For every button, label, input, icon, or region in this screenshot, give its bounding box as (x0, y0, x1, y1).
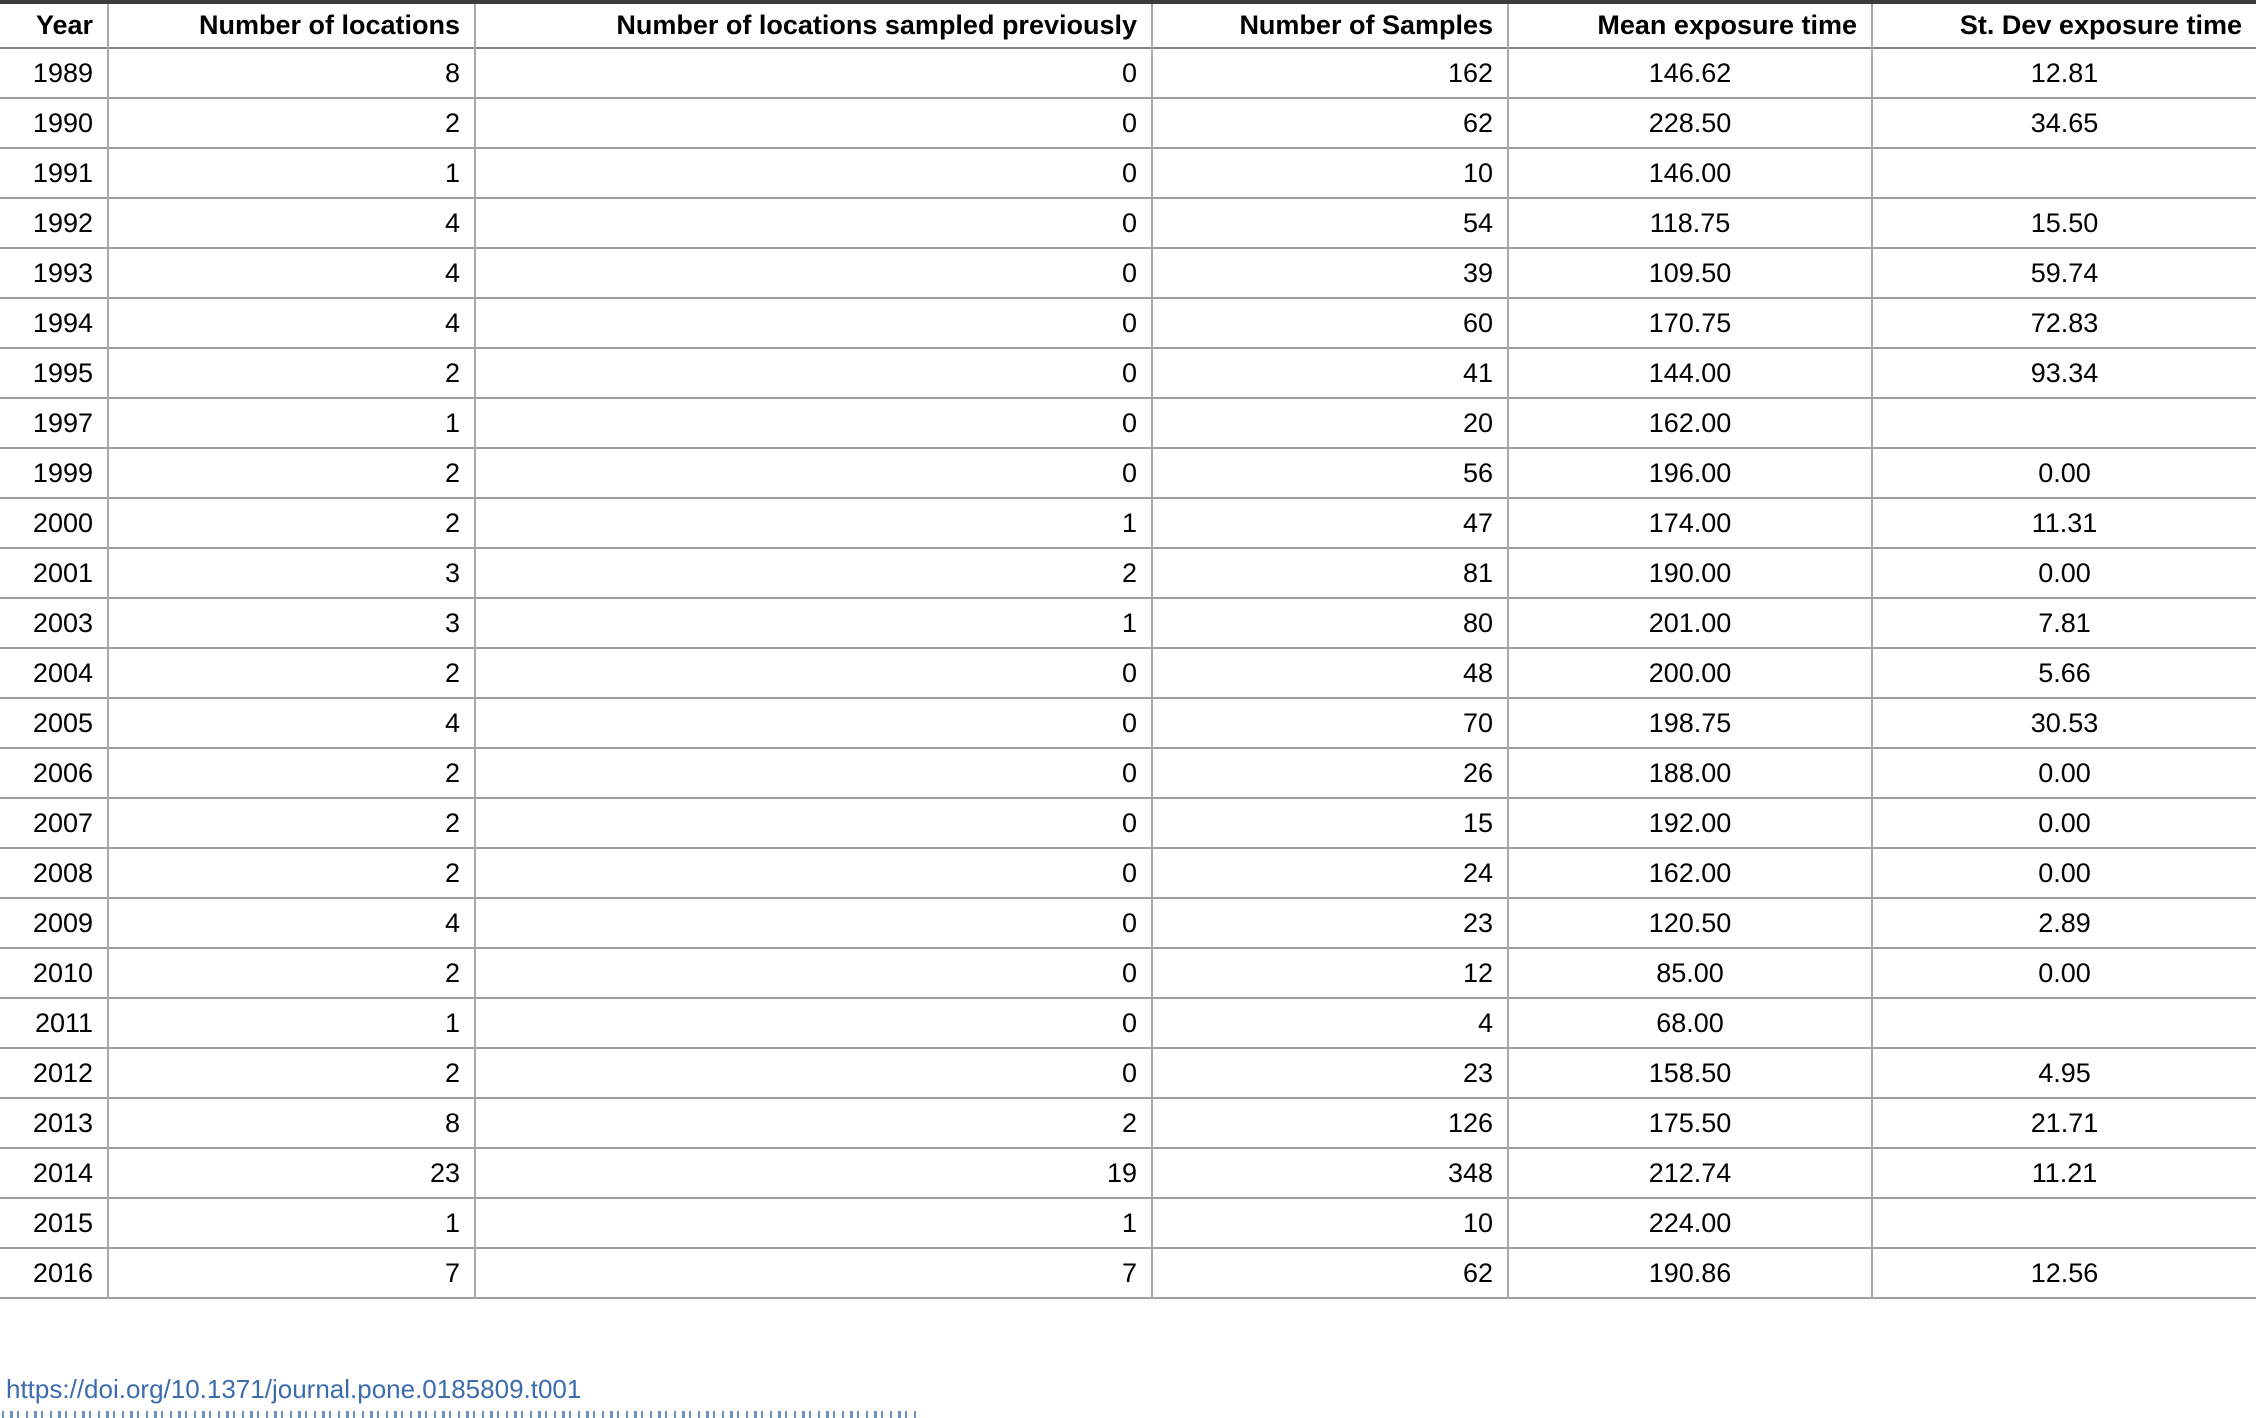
cell-num-locations-sampled-previously: 0 (475, 948, 1152, 998)
cell-stdev-exposure-time (1872, 398, 2256, 448)
cell-year: 2005 (32, 707, 93, 738)
cell-mean-exposure-time: 146.62 (1508, 48, 1872, 98)
cell-num-samples: 10 (1152, 1198, 1508, 1248)
cell-num-samples: 23 (1152, 898, 1508, 948)
cell-num-samples: 12 (1152, 948, 1508, 998)
table-row (0, 148, 2256, 198)
cell-num-locations-sampled-previously: 0 (475, 398, 1152, 448)
cell-stdev-exposure-time (1872, 1198, 2256, 1248)
cell-num-locations: 23 (108, 1148, 475, 1198)
cell-stdev-exposure-time: 4.95 (1872, 1048, 2256, 1098)
cell-year: 2013 (32, 1107, 93, 1138)
cell-stdev-exposure-time (1872, 998, 2256, 1048)
cell-num-locations: 2 (108, 648, 475, 698)
cell-num-locations-sampled-previously: 1 (475, 498, 1152, 548)
cell-year: 1994 (32, 307, 93, 338)
cell-stdev-exposure-time: 0.00 (1872, 848, 2256, 898)
cell-num-locations: 4 (108, 248, 475, 298)
table-row (0, 98, 2256, 148)
table-row (0, 548, 2256, 598)
cell-num-locations: 8 (108, 1098, 475, 1148)
cell-num-samples: 70 (1152, 698, 1508, 748)
cell-num-locations: 8 (108, 48, 475, 98)
cell-mean-exposure-time: 188.00 (1508, 748, 1872, 798)
cell-year: 2015 (32, 1207, 93, 1238)
cell-num-samples: 39 (1152, 248, 1508, 298)
cell-stdev-exposure-time (1872, 148, 2256, 198)
cell-num-locations-sampled-previously: 0 (475, 148, 1152, 198)
cell-num-locations: 1 (108, 998, 475, 1048)
cell-year: 1992 (32, 207, 93, 238)
cell-mean-exposure-time: 198.75 (1508, 698, 1872, 748)
cell-year: 2001 (32, 557, 93, 588)
cell-year: 1991 (32, 157, 93, 188)
cell-stdev-exposure-time: 0.00 (1872, 948, 2256, 998)
cell-num-locations-sampled-previously: 0 (475, 48, 1152, 98)
cell-year: 2012 (32, 1057, 93, 1088)
cell-year: 2016 (32, 1257, 93, 1288)
col-header-num-samples: Number of Samples (1152, 2, 1508, 48)
cell-mean-exposure-time: 196.00 (1508, 448, 1872, 498)
cell-stdev-exposure-time: 93.34 (1872, 348, 2256, 398)
cell-stdev-exposure-time: 0.00 (1872, 548, 2256, 598)
table-row (0, 1098, 2256, 1148)
cell-mean-exposure-time: 146.00 (1508, 148, 1872, 198)
cell-mean-exposure-time: 170.75 (1508, 298, 1872, 348)
cell-num-locations: 4 (108, 898, 475, 948)
cell-num-locations-sampled-previously: 2 (475, 1098, 1152, 1148)
cell-mean-exposure-time: 201.00 (1508, 598, 1872, 648)
cell-num-locations-sampled-previously: 0 (475, 298, 1152, 348)
cell-num-samples: 20 (1152, 398, 1508, 448)
cell-stdev-exposure-time: 12.81 (1872, 48, 2256, 98)
cell-stdev-exposure-time: 0.00 (1872, 798, 2256, 848)
cell-num-samples: 41 (1152, 348, 1508, 398)
cell-stdev-exposure-time: 12.56 (1872, 1248, 2256, 1298)
cell-num-samples: 48 (1152, 648, 1508, 698)
cell-num-locations-sampled-previously: 1 (475, 598, 1152, 648)
cell-year: 2014 (32, 1157, 93, 1188)
table-row (0, 848, 2256, 898)
cell-mean-exposure-time: 162.00 (1508, 398, 1872, 448)
cell-num-samples: 23 (1152, 1048, 1508, 1098)
cell-stdev-exposure-time: 0.00 (1872, 448, 2256, 498)
table-row (0, 1048, 2256, 1098)
cell-stdev-exposure-time: 21.71 (1872, 1098, 2256, 1148)
cell-num-locations: 3 (108, 598, 475, 648)
cell-mean-exposure-time: 118.75 (1508, 198, 1872, 248)
cell-num-locations-sampled-previously: 0 (475, 698, 1152, 748)
cell-num-locations-sampled-previously: 1 (475, 1198, 1152, 1248)
cutoff-text-sliver (2, 1411, 920, 1418)
cell-mean-exposure-time: 144.00 (1508, 348, 1872, 398)
cell-num-locations: 4 (108, 198, 475, 248)
cell-year: 1999 (32, 457, 93, 488)
cell-year: 2004 (32, 657, 93, 688)
table-row (0, 498, 2256, 548)
cell-num-locations-sampled-previously: 0 (475, 98, 1152, 148)
cell-num-samples: 80 (1152, 598, 1508, 648)
cell-stdev-exposure-time: 11.31 (1872, 498, 2256, 548)
cell-stdev-exposure-time: 34.65 (1872, 98, 2256, 148)
cell-mean-exposure-time: 174.00 (1508, 498, 1872, 548)
cell-mean-exposure-time: 175.50 (1508, 1098, 1872, 1148)
cell-mean-exposure-time: 85.00 (1508, 948, 1872, 998)
cell-stdev-exposure-time: 11.21 (1872, 1148, 2256, 1198)
cell-year: 1997 (32, 407, 93, 438)
cell-num-samples: 10 (1152, 148, 1508, 198)
cell-num-samples: 54 (1152, 198, 1508, 248)
cell-num-locations-sampled-previously: 0 (475, 348, 1152, 398)
table-row (0, 348, 2256, 398)
cell-mean-exposure-time: 162.00 (1508, 848, 1872, 898)
cell-stdev-exposure-time: 5.66 (1872, 648, 2256, 698)
cell-mean-exposure-time: 109.50 (1508, 248, 1872, 298)
col-header-mean-exposure-time: Mean exposure time (1508, 2, 1872, 48)
cell-num-locations: 2 (108, 348, 475, 398)
cell-num-samples: 348 (1152, 1148, 1508, 1198)
cell-num-locations-sampled-previously: 0 (475, 1048, 1152, 1098)
cell-stdev-exposure-time: 2.89 (1872, 898, 2256, 948)
cell-year: 2009 (32, 907, 93, 938)
cell-num-locations: 3 (108, 548, 475, 598)
table-row (0, 598, 2256, 648)
cell-num-locations: 4 (108, 298, 475, 348)
cell-stdev-exposure-time: 59.74 (1872, 248, 2256, 298)
table-row (0, 248, 2256, 298)
cell-mean-exposure-time: 120.50 (1508, 898, 1872, 948)
cell-num-locations: 2 (108, 498, 475, 548)
cell-year: 1990 (32, 107, 93, 138)
cell-num-locations-sampled-previously: 2 (475, 548, 1152, 598)
cell-stdev-exposure-time: 30.53 (1872, 698, 2256, 748)
cell-num-locations-sampled-previously: 19 (475, 1148, 1152, 1198)
table-body (0, 48, 2256, 1298)
cell-num-samples: 162 (1152, 48, 1508, 98)
cell-num-locations: 2 (108, 98, 475, 148)
table-row (0, 198, 2256, 248)
table-row (0, 698, 2256, 748)
table-row (0, 648, 2256, 698)
cell-num-locations: 1 (108, 148, 475, 198)
cell-mean-exposure-time: 158.50 (1508, 1048, 1872, 1098)
cell-num-locations: 1 (108, 1198, 475, 1248)
table-row (0, 948, 2256, 998)
cell-mean-exposure-time: 190.86 (1508, 1248, 1872, 1298)
cell-num-locations: 1 (108, 398, 475, 448)
cell-num-locations-sampled-previously: 0 (475, 848, 1152, 898)
cell-num-samples: 47 (1152, 498, 1508, 548)
cell-num-locations-sampled-previously: 0 (475, 648, 1152, 698)
doi-row (6, 1374, 581, 1405)
cell-mean-exposure-time: 200.00 (1508, 648, 1872, 698)
table-row (0, 448, 2256, 498)
cell-num-locations-sampled-previously: 0 (475, 198, 1152, 248)
cell-num-samples: 56 (1152, 448, 1508, 498)
cell-mean-exposure-time: 224.00 (1508, 1198, 1872, 1248)
cell-num-locations-sampled-previously: 7 (475, 1248, 1152, 1298)
cell-year: 1995 (32, 357, 93, 388)
cell-num-locations-sampled-previously: 0 (475, 898, 1152, 948)
table-header (0, 2, 2256, 48)
table-row (0, 1248, 2256, 1298)
table-row (0, 748, 2256, 798)
cell-num-locations: 2 (108, 748, 475, 798)
table-row (0, 398, 2256, 448)
table-row (0, 1148, 2256, 1198)
cell-stdev-exposure-time: 7.81 (1872, 598, 2256, 648)
cell-stdev-exposure-time: 72.83 (1872, 298, 2256, 348)
cell-num-locations: 2 (108, 1048, 475, 1098)
cell-num-samples: 26 (1152, 748, 1508, 798)
cell-num-locations-sampled-previously: 0 (475, 748, 1152, 798)
cell-year: 1993 (32, 257, 93, 288)
cell-num-locations-sampled-previously: 0 (475, 798, 1152, 848)
cell-stdev-exposure-time: 0.00 (1872, 748, 2256, 798)
cell-num-locations: 2 (108, 848, 475, 898)
cell-year: 2010 (32, 957, 93, 988)
col-header-num-locations: Number of locations (108, 2, 475, 48)
cell-num-samples: 60 (1152, 298, 1508, 348)
table-row (0, 798, 2256, 848)
cell-year: 2007 (32, 807, 93, 838)
header-row (0, 2, 2256, 48)
col-header-stdev-exposure-time: St. Dev exposure time (1872, 2, 2256, 48)
cell-mean-exposure-time: 228.50 (1508, 98, 1872, 148)
cell-num-locations-sampled-previously: 0 (475, 248, 1152, 298)
cell-mean-exposure-time: 68.00 (1508, 998, 1872, 1048)
cell-num-samples: 15 (1152, 798, 1508, 848)
cell-num-samples: 62 (1152, 1248, 1508, 1298)
table-row (0, 998, 2256, 1048)
cell-year: 2000 (32, 507, 93, 538)
cell-num-locations: 2 (108, 948, 475, 998)
cell-year: 2008 (32, 857, 93, 888)
cell-num-locations: 2 (108, 798, 475, 848)
col-header-year: Year (35, 10, 93, 40)
table-row (0, 898, 2256, 948)
cell-mean-exposure-time: 190.00 (1508, 548, 1872, 598)
cell-num-samples: 4 (1152, 998, 1508, 1048)
cell-num-samples: 24 (1152, 848, 1508, 898)
table-row (0, 298, 2256, 348)
cell-year: 1989 (32, 57, 93, 88)
col-header-num-locations-sampled-previously: Number of locations sampled previously (475, 2, 1152, 48)
table-row (0, 1198, 2256, 1248)
cell-num-locations-sampled-previously: 0 (475, 998, 1152, 1048)
table-row (0, 48, 2256, 98)
cell-year: 2011 (34, 1007, 93, 1038)
cell-num-locations: 4 (108, 698, 475, 748)
cell-stdev-exposure-time: 15.50 (1872, 198, 2256, 248)
cell-year: 2003 (32, 607, 93, 638)
doi-link[interactable]: https://doi.org/10.1371/journal.pone.0185809.t001 (6, 1374, 582, 1404)
cell-num-locations: 2 (108, 448, 475, 498)
cell-mean-exposure-time: 212.74 (1508, 1148, 1872, 1198)
cell-num-samples: 81 (1152, 548, 1508, 598)
cell-num-samples: 126 (1152, 1098, 1508, 1148)
cell-mean-exposure-time: 192.00 (1508, 798, 1872, 848)
cell-num-locations-sampled-previously: 0 (475, 448, 1152, 498)
cell-num-locations: 7 (108, 1248, 475, 1298)
cell-year: 2006 (32, 757, 93, 788)
cell-num-samples: 62 (1152, 98, 1508, 148)
